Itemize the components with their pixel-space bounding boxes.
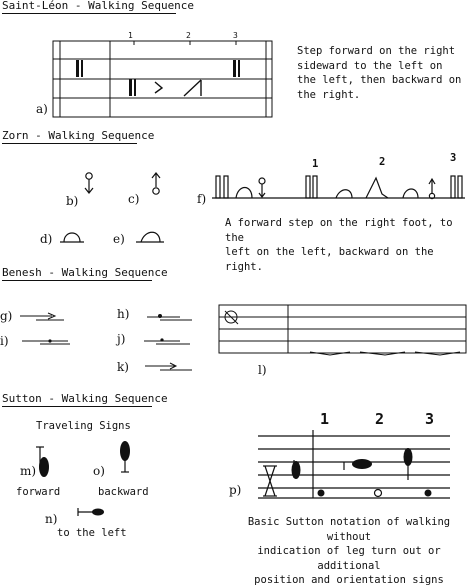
sutton-heading: Sutton - Walking Sequence — [2, 392, 168, 405]
figure-label-k: k) — [117, 360, 129, 374]
m-caption: forward — [16, 486, 61, 498]
sutton-count-2: 2 — [375, 410, 385, 428]
n-caption: to the left — [57, 527, 127, 539]
figure-label-a: a) — [36, 102, 48, 116]
figure-label-b: b) — [66, 194, 79, 208]
figure-label-i: i) — [0, 334, 9, 348]
figure-label-m: m) — [20, 464, 37, 478]
sutton-count-1: 1 — [320, 410, 330, 428]
o-caption: backward — [98, 486, 149, 498]
figure-label-n: n) — [45, 512, 58, 526]
zorn-count-1: 1 — [312, 158, 319, 170]
zorn-count-2: 2 — [379, 156, 386, 168]
figure-label-o: o) — [93, 464, 105, 478]
saint-leon-heading: Saint-Léon - Walking Sequence — [2, 0, 195, 12]
zorn-caption: A forward step on the right foot, to the left on the left, backward on the right. — [225, 217, 453, 273]
figure-label-j: j) — [117, 332, 126, 346]
figure-label-l: l) — [258, 363, 267, 377]
count-1: 1 — [128, 31, 133, 40]
sutton-caption: Basic Sutton notation of walking without indication of leg turn out or additional position and orientation signs — [247, 516, 451, 586]
figure-label-e: e) — [113, 232, 125, 246]
figure-label-h: h) — [117, 307, 130, 321]
sutton-count-3: 3 — [425, 410, 435, 428]
figure-label-p: p) — [229, 483, 242, 497]
saint-leon-caption: Step forward on the right sideward to the left on the left, then backward on the right. — [297, 45, 462, 101]
traveling-signs-label: Traveling Signs — [36, 420, 131, 432]
figure-label-d: d) — [40, 232, 53, 246]
figure-label-f: f) — [197, 192, 207, 206]
benesh-heading: Benesh - Walking Sequence — [2, 266, 168, 279]
figure-label-g: g) — [0, 309, 13, 323]
zorn-count-3: 3 — [450, 152, 457, 164]
count-3: 3 — [233, 31, 238, 40]
count-2: 2 — [186, 31, 191, 40]
zorn-heading: Zorn - Walking Sequence — [2, 129, 155, 142]
figure-label-c: c) — [128, 192, 140, 206]
